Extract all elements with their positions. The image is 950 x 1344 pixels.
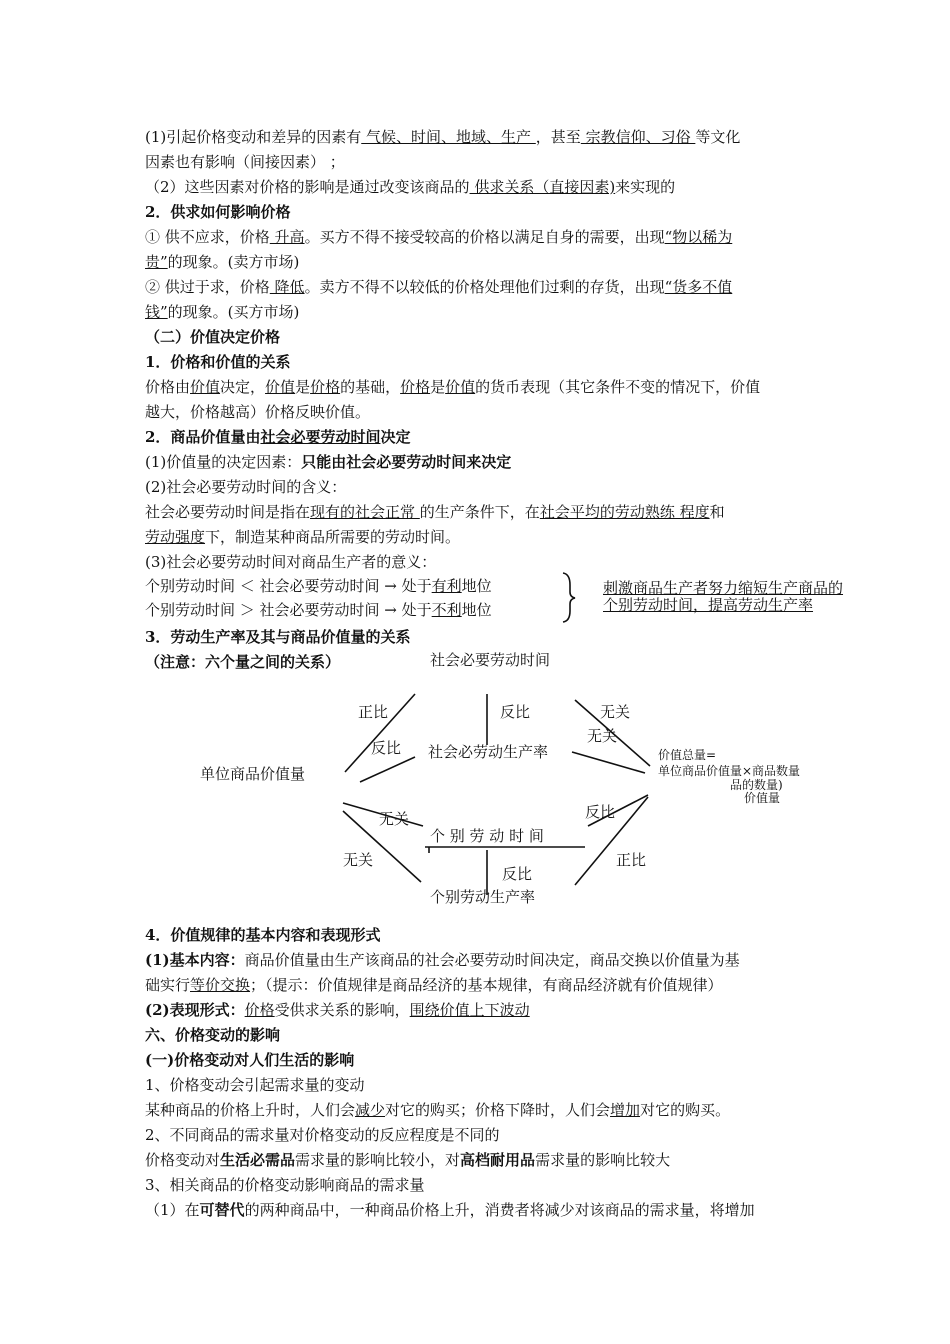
underlined-term: “货多不值 xyxy=(664,278,733,296)
text: 对它的购买。 xyxy=(640,1101,731,1119)
text: 价格由 xyxy=(145,378,191,396)
text: 社会必要劳动时间是指在 xyxy=(145,503,311,521)
underlined-term: 价值 xyxy=(265,378,296,396)
underlined-term: 钱” xyxy=(145,303,168,321)
node-total-value-line4: 价值量 xyxy=(744,791,781,805)
text: 价格变动对 xyxy=(145,1151,221,1169)
line-different-response-detail xyxy=(145,1150,670,1170)
node-total-value-line1: 价值总量= xyxy=(658,748,717,762)
curly-brace xyxy=(563,573,575,622)
node-individual-labor-time: 个 别 劳 动 时 间 xyxy=(430,827,544,845)
text: ① 供不应求，价格 xyxy=(145,228,270,246)
underlined-term: 社会必要劳动时间 xyxy=(260,428,381,446)
item-demand-change: 1、价格变动会引起需求量的变动 xyxy=(145,1076,365,1094)
heading-supply-demand: 2．供求如何影响价格 xyxy=(145,203,291,221)
text: 地位 xyxy=(461,577,492,595)
label-direct-1: 正比 xyxy=(358,703,389,721)
text: 地位 xyxy=(461,601,492,619)
section-title-value-decides-price: （二）价值决定价格 xyxy=(145,328,281,346)
text: (1)价值量的决定因素： xyxy=(145,453,302,471)
underlined-term: 社会平均的劳动熟练 程度 xyxy=(539,503,710,521)
text: 是 xyxy=(295,378,311,396)
line-unit-value-to-productivity xyxy=(360,757,415,782)
text: 商品价值量由生产该商品的社会必要劳动时间决定，商品交换以价值量为基 xyxy=(244,951,740,969)
text: （1）在 xyxy=(145,1201,200,1219)
label-direct-2: 正比 xyxy=(616,851,647,869)
underlined-term: 供求关系（直接因素) xyxy=(469,178,616,196)
text: 下，制造某种商品所需要的劳动时间。 xyxy=(205,528,461,546)
text: 和 xyxy=(709,503,725,521)
text: 础实行 xyxy=(145,976,191,994)
underlined-term: 不利 xyxy=(431,601,462,619)
bold-term: 可替代 xyxy=(199,1201,245,1219)
underlined-term: 有利 xyxy=(431,577,462,595)
heading-productivity-relation: 3．劳动生产率及其与商品价值量的关系 xyxy=(145,628,411,646)
label-inverse-4: 反比 xyxy=(502,865,533,883)
bold-term: (1)基本内容： xyxy=(145,951,245,969)
text: 受供求关系的影响， xyxy=(274,1001,410,1019)
line-price-value-cont: 越大，价格越高）价格反映价值。 xyxy=(145,403,371,421)
text: 的货币表现（其它条件不变的情况下，价值 xyxy=(475,378,761,396)
line-demand-change-detail xyxy=(145,1100,730,1120)
underlined-term: 劳动强度 xyxy=(145,528,206,546)
text: 需求量的影响比较小，对 xyxy=(295,1151,461,1169)
text: 决定， xyxy=(220,378,266,396)
text: 某种商品的价格上升时，人们会 xyxy=(145,1101,356,1119)
text: 个别劳动时间 ＞ 社会必要劳动时间 → 处于 xyxy=(145,601,432,619)
effect-note-line2: 个别劳动时间，提高劳动生产率 xyxy=(603,596,814,614)
label-unrelated-4: 无关 xyxy=(343,851,374,869)
text: 等文化 xyxy=(695,128,741,146)
text: 的基础， xyxy=(340,378,401,396)
node-individual-productivity: 个别劳动生产率 xyxy=(430,888,536,906)
underlined-term: 价值 xyxy=(445,378,476,396)
underlined-term: 价值 xyxy=(190,378,221,396)
underlined-term: “物以稀为 xyxy=(664,228,733,246)
text: 需求量的影响比较大 xyxy=(535,1151,671,1169)
item-related-goods: 3、相关商品的价格变动影响商品的需求量 xyxy=(145,1176,425,1194)
underlined-term: 价格 xyxy=(244,1001,275,1019)
underlined-term: 减少 xyxy=(355,1101,386,1119)
label-inverse-3: 反比 xyxy=(585,803,616,821)
text: ；（提示：价值规律是商品经济的基本规律，有商品经济就有价值规律） xyxy=(250,976,723,994)
item-different-response: 2、不同商品的需求量对价格变动的反应程度是不同的 xyxy=(145,1126,500,1144)
underlined-term: 等价交换 xyxy=(190,976,251,994)
label-inverse-2: 反比 xyxy=(500,703,531,721)
text: 是 xyxy=(430,378,446,396)
underlined-term: 宗教信仰、习俗 xyxy=(580,128,696,146)
line-law-form xyxy=(145,1000,530,1020)
text: 的两种商品中，一种商品价格上升，消费者将减少对该商品的需求量，将增加 xyxy=(244,1201,755,1219)
node-unit-commodity-value: 单位商品价值量 xyxy=(200,765,306,783)
heading-price-value-relation: 1．价格和价值的关系 xyxy=(145,353,291,371)
label-inverse-1: 反比 xyxy=(371,739,402,757)
text: ，甚至 xyxy=(535,128,581,146)
text: 对它的购买；价格下降时，人们会 xyxy=(385,1101,611,1119)
text: 2．商品价值量由 xyxy=(145,428,261,446)
bold-term: 高档耐用品 xyxy=(460,1151,536,1169)
underlined-term: 围绕价值上下波动 xyxy=(409,1001,530,1019)
line-significance-heading: (3)社会必要劳动时间对商品生产者的意义： xyxy=(145,553,437,571)
text: 个别劳动时间 ＜ 社会必要劳动时间 → 处于 xyxy=(145,577,432,595)
underlined-term: 贵” xyxy=(145,253,168,271)
bold-term: 只能由社会必要劳动时间来决定 xyxy=(301,453,512,471)
underlined-term: 价格 xyxy=(310,378,341,396)
bold-term: 生活必需品 xyxy=(220,1151,296,1169)
line-substitutes xyxy=(145,1200,755,1220)
underlined-term: 现有的社会正常 xyxy=(310,503,420,521)
line-productivity-to-total xyxy=(572,752,645,773)
text: 的生产条件下，在 xyxy=(419,503,540,521)
effect-note-line1: 刺激商品生产者努力缩短生产商品的 xyxy=(603,579,844,597)
line-law-content-cont xyxy=(145,975,723,995)
heading-law-of-value: 4．价值规律的基本内容和表现形式 xyxy=(145,926,381,944)
underlined-term: 增加 xyxy=(610,1101,641,1119)
text: ② 供过于求，价格 xyxy=(145,278,270,296)
note-six-quantities: （注意：六个量之间的关系） xyxy=(145,653,341,671)
text: 。卖方不得不以较低的价格处理他们过剩的存货，出现 xyxy=(304,278,665,296)
underlined-term: 价格 xyxy=(400,378,431,396)
label-unrelated-3: 无关 xyxy=(379,810,410,828)
label-unrelated-1: 无关 xyxy=(600,703,631,721)
node-total-value-line2: 单位商品价值量×商品数量 xyxy=(658,764,801,778)
text: 来实现的 xyxy=(615,178,676,196)
bold-term: (2)表现形式： xyxy=(145,1001,245,1019)
subsection-title-impact-on-life: (一)价格变动对人们生活的影响 xyxy=(145,1051,355,1069)
text: （2）这些因素对价格的影响是通过改变该商品的 xyxy=(145,178,470,196)
text: 的现象。(买方市场) xyxy=(167,303,300,321)
text: 。买方不得不接受较高的价格以满足自身的需要，出现 xyxy=(304,228,665,246)
line-price-factors-cont: 因素也有影响（间接因素） ； xyxy=(145,153,345,171)
line-meaning-heading: (2)社会必要劳动时间的含义： xyxy=(145,478,347,496)
label-unrelated-2: 无关 xyxy=(587,727,618,745)
node-total-value-line3: 品的数量) xyxy=(730,778,783,792)
underlined-term: 降低 xyxy=(269,278,305,296)
section-title-price-change-impact: 六、价格变动的影响 xyxy=(145,1026,281,1044)
text: 的现象。(卖方市场) xyxy=(167,253,300,271)
underlined-term: 气候、时间、地域、生产 xyxy=(361,128,536,146)
text: (1)引起价格变动和差异的因素有 xyxy=(145,128,362,146)
node-socially-necessary-time: 社会必要劳动时间 xyxy=(430,651,551,669)
text: 决定 xyxy=(380,428,411,446)
underlined-term: 升高 xyxy=(269,228,305,246)
line-law-content xyxy=(145,950,740,970)
node-social-productivity: 社会必劳动生产率 xyxy=(428,743,549,761)
